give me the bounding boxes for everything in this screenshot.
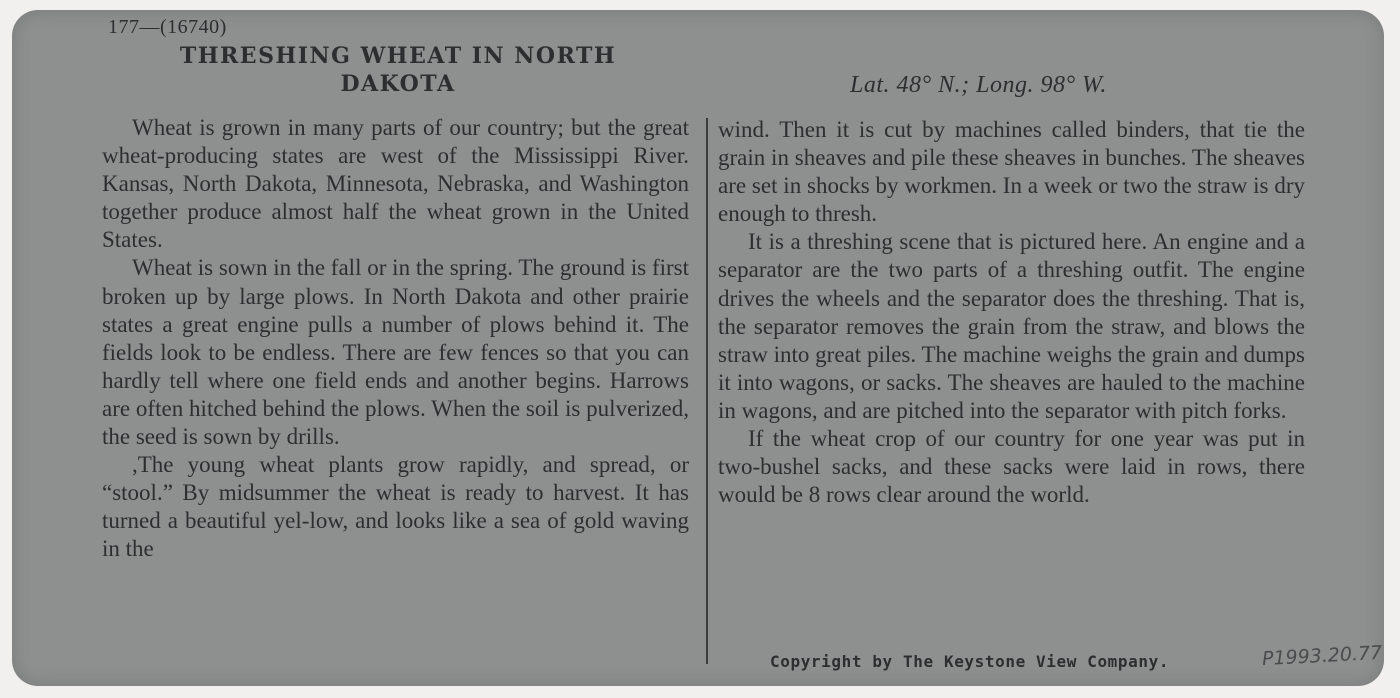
paragraph: Wheat is sown in the fall or in the spring. The ground is first broken up by large plows. In North Dakota and other prairie states a great engine pulls a number of plows behind it. The fields look to be endless. There are few fences so that you can hardly tell where one field ends and another begins. Harrows are often hitched behind the plows. When the soil is pulverized, the seed is sown by drills.	[102, 255, 689, 450]
paragraph: It is a threshing scene that is pictured here. An engine and a separator are the two parts of a threshing outfit. The engine drives the wheels and the separator does the threshing. That is, the separator removes the grain from the straw, and blows the straw into great piles. The machine weighs the grain and dumps it into wagons, or sacks. The sheaves are hauled to the machine in wagons, and are pitched into the separator with pitch forks.	[718, 229, 1305, 423]
paragraph: wind. Then it is cut by machines called binders, that tie the grain in sheaves and pile these sheaves in bunches. The sheaves are set in shocks by workmen. In a week or two the straw is dry enough to thresh.	[718, 117, 1305, 227]
left-text-column	[102, 114, 689, 564]
card-title-line2: DAKOTA	[340, 71, 456, 97]
right-text-column	[718, 116, 1305, 509]
accession-number: P1993.20.77	[1261, 641, 1383, 671]
column-divider	[706, 118, 708, 664]
paragraph: If the wheat crop of our country for one year was put in two-bushel sacks, and these sacks were laid in rows, there would be 8 rows clear around the world.	[718, 426, 1305, 508]
catalog-number: 177—(16740)	[108, 16, 227, 38]
card-title-line1: THRESHING WHEAT IN NORTH	[179, 43, 617, 69]
lat-long-caption: Lat. 48° N.; Long. 98° W.	[850, 72, 1107, 98]
card-title	[118, 42, 678, 98]
copyright-line: Copyright by The Keystone View Company.	[770, 652, 1170, 671]
paragraph: Wheat is grown in many parts of our country; but the great wheat-producing states are west of the Mississippi River. Kansas, North Dakota, Minnesota, Nebraska, and Washington together produce almost half the wheat grown in the United States.	[102, 115, 689, 253]
paragraph: ,The young wheat plants grow rapidly, and spread, or “stool.” By midsummer the wheat is ready to harvest. It has turned a beautiful yel-low, and looks like a sea of gold waving in the	[102, 452, 689, 562]
